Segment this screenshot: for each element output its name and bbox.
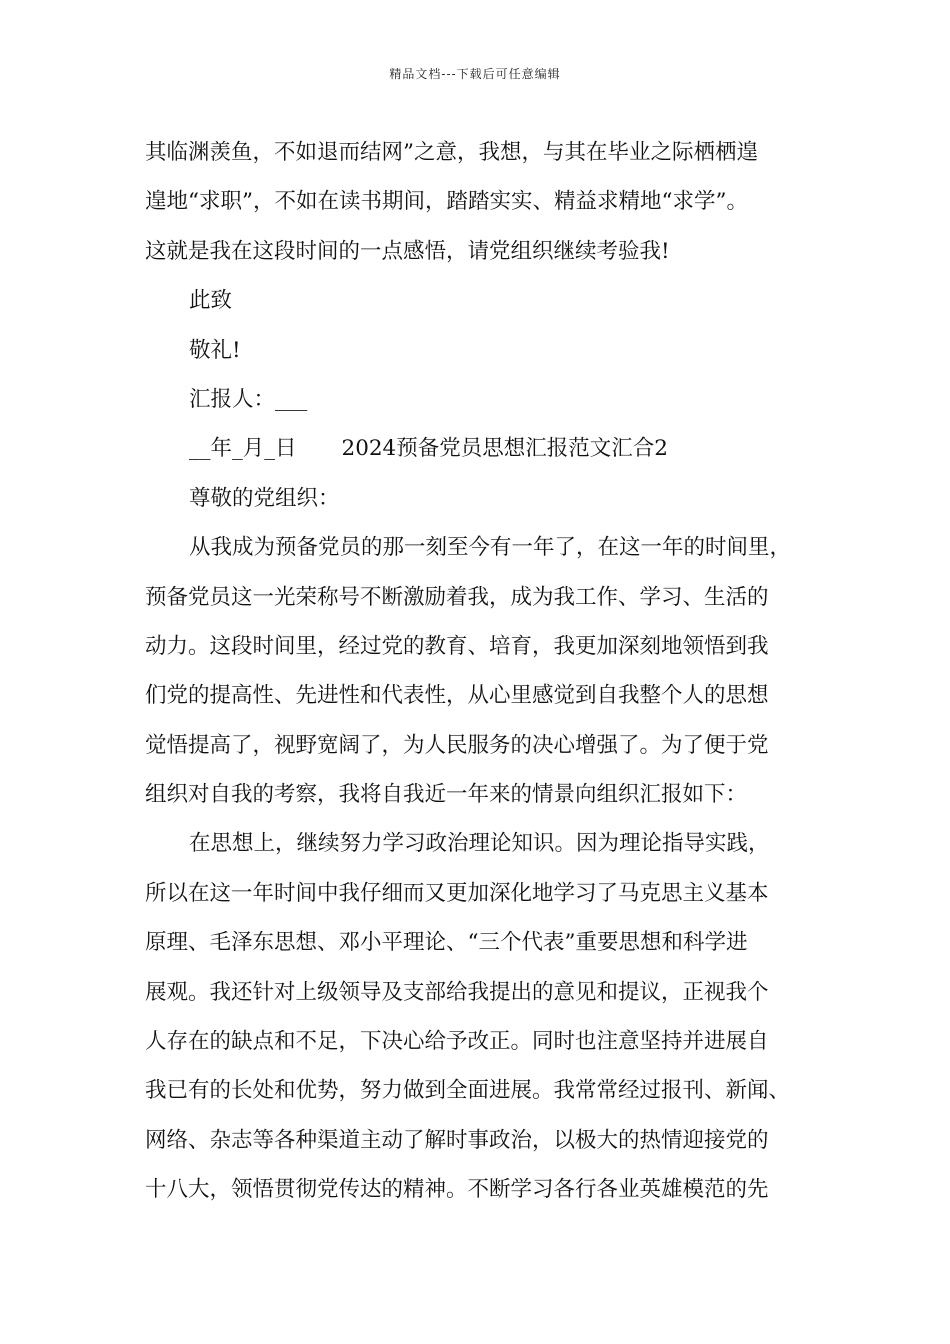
paragraph-line: 所以在这一年时间中我仔细而又更加深化地学习了马克思主义基本	[145, 880, 769, 906]
paragraph-line: 从我成为预备党员的那一刻至今有一年了，在这一年的时间里，	[189, 535, 792, 561]
paragraph-line: 网络、杂志等各种渠道主动了解时事政治，以极大的热情迎接党的	[145, 1127, 769, 1153]
paragraph-line: 我已有的长处和优势，努力做到全面进展。我常常经过报刊、新闻、	[145, 1078, 791, 1104]
document-body	[145, 128, 825, 1215]
salutation-line: 敬礼!	[189, 337, 241, 363]
paragraph-line: 遑地“求职”，不如在读书期间，踏踏实实、精益求精地“求学”。	[145, 189, 748, 215]
paragraph-line: 在思想上，继续努力学习政治理论知识。因为理论指导实践，	[189, 831, 770, 857]
paragraph-line: 这就是我在这段时间的一点感悟，请党组织继续考验我!	[145, 238, 670, 264]
paragraph-line: 人存在的缺点和不足，下决心给予改正。同时也注意坚持并进展自	[145, 1029, 769, 1055]
salutation-line: 此致	[189, 288, 233, 314]
paragraph-line: 展观。我还针对上级领导及支部给我提出的意见和提议，正视我个	[145, 979, 769, 1005]
paragraph-line: 觉悟提高了，视野宽阔了，为人民服务的决心增强了。为了便于党	[145, 732, 769, 758]
greeting-line: 尊敬的党组织：	[189, 485, 340, 511]
paragraph-line: 动力。这段时间里，经过党的教育、培育，我更加深刻地领悟到我	[145, 633, 769, 659]
paragraph-line: 其临渊羡鱼，不如退而结网”之意，我想，与其在毕业之际栖栖遑	[145, 140, 758, 165]
paragraph-line: 们党的提高性、先进性和代表性，从心里感觉到自我整个人的思想	[145, 683, 769, 709]
page-header: 精品文档---下载后可任意编辑	[389, 67, 561, 81]
reporter-line: 汇报人：___	[189, 386, 308, 412]
paragraph-line: 原理、毛泽东思想、邓小平理论、“三个代表”重要思想和科学进	[145, 930, 748, 956]
date-title-line	[145, 424, 825, 473]
paragraph-line: 预备党员这一光荣称号不断激励着我，成为我工作、学习、生活的	[145, 584, 769, 610]
date-field: __年_月_日	[189, 436, 297, 462]
paragraph-line: 组织对自我的考察，我将自我近一年来的情景向组织汇报如下：	[145, 782, 748, 808]
section-title: 2024预备党员思想汇报范文汇合2	[341, 436, 668, 462]
paragraph-line: 十八大，领悟贯彻党传达的精神。不断学习各行各业英雄模范的先	[145, 1177, 769, 1203]
